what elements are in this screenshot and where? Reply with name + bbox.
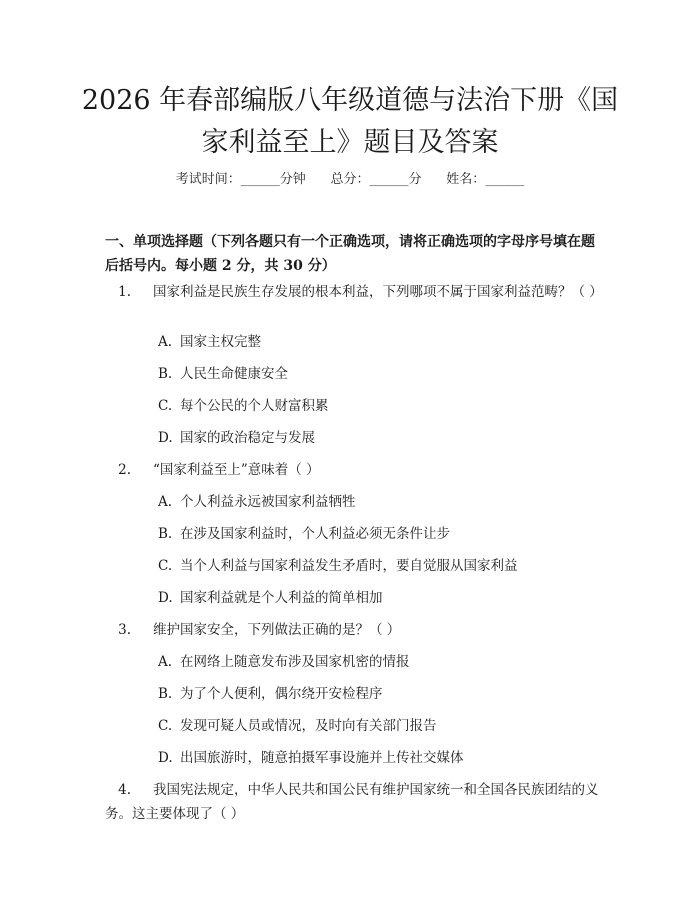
question-1-option-a	[158, 332, 261, 352]
option-letter: A.	[158, 334, 173, 350]
question-3	[105, 618, 605, 642]
option-text: 发现可疑人员或情况，及时向有关部门报告	[180, 718, 437, 734]
question-number: 3.	[118, 622, 131, 638]
option-text: 国家主权完整	[180, 334, 261, 350]
option-letter: B.	[158, 366, 173, 382]
question-2-option-c	[158, 556, 518, 576]
title-line-2: 家利益至上》题目及答案	[201, 127, 499, 158]
option-text: 国家的政治稳定与发展	[180, 430, 315, 446]
question-2	[105, 458, 605, 482]
exam-meta-line: 考试时间：______分钟 总分：______分 姓名：______	[175, 172, 525, 187]
option-text: 在涉及国家利益时，个人利益必须无条件让步	[180, 526, 450, 542]
option-letter: C.	[158, 558, 173, 574]
option-letter: C.	[158, 718, 173, 734]
option-text: 为了个人便利，偶尔绕开安检程序	[180, 686, 383, 702]
option-letter: A.	[158, 494, 173, 510]
option-text: 每个公民的个人财富积累	[180, 398, 329, 414]
option-letter: B.	[158, 686, 173, 702]
option-letter: B.	[158, 526, 173, 542]
question-3-option-d	[158, 748, 464, 768]
question-1	[105, 280, 605, 304]
question-text: 我国宪法规定，中华人民共和国公民有维护国家统一和全国各民族团结的义务。这主要体现了（ ）	[105, 782, 599, 822]
question-text: 国家利益是民族生存发展的根本利益，下列哪项不属于国家利益范畴？（ ）	[153, 284, 603, 300]
option-text: 人民生命健康安全	[180, 366, 288, 382]
option-text: 出国旅游时，随意拍摄军事设施并上传社交媒体	[180, 750, 464, 766]
option-letter: D.	[158, 430, 173, 446]
question-number: 4.	[118, 782, 131, 798]
document-title	[60, 80, 640, 164]
question-number: 2.	[118, 462, 131, 478]
option-text: 个人利益永远被国家利益牺牲	[180, 494, 356, 510]
option-letter: D.	[158, 750, 173, 766]
question-4	[105, 778, 605, 826]
question-3-option-b	[158, 684, 383, 704]
option-letter: A.	[158, 654, 173, 670]
option-text: 国家利益就是个人利益的简单相加	[180, 590, 383, 606]
option-letter: D.	[158, 590, 173, 606]
title-line-1: 2026 年春部编版八年级道德与法治下册《国	[81, 85, 619, 116]
question-2-option-b	[158, 524, 450, 544]
section-heading: 一、单项选择题（下列各题只有一个正确选项，请将正确选项的字母序号填在题后括号内。每小题 2 分，共 30 分）	[105, 234, 595, 274]
question-1-option-b	[158, 364, 288, 384]
question-number: 1.	[118, 284, 131, 300]
question-3-option-c	[158, 716, 437, 736]
question-2-option-d	[158, 588, 383, 608]
question-text: “国家利益至上”意味着（ ）	[153, 462, 320, 478]
question-3-option-a	[158, 652, 410, 672]
option-letter: C.	[158, 398, 173, 414]
question-1-option-c	[158, 396, 329, 416]
question-2-option-a	[158, 492, 356, 512]
option-text: 当个人利益与国家利益发生矛盾时，要自觉服从国家利益	[180, 558, 518, 574]
option-text: 在网络上随意发布涉及国家机密的情报	[180, 654, 410, 670]
question-text: 维护国家安全，下列做法正确的是？（ ）	[153, 622, 401, 638]
question-1-option-d	[158, 428, 315, 448]
